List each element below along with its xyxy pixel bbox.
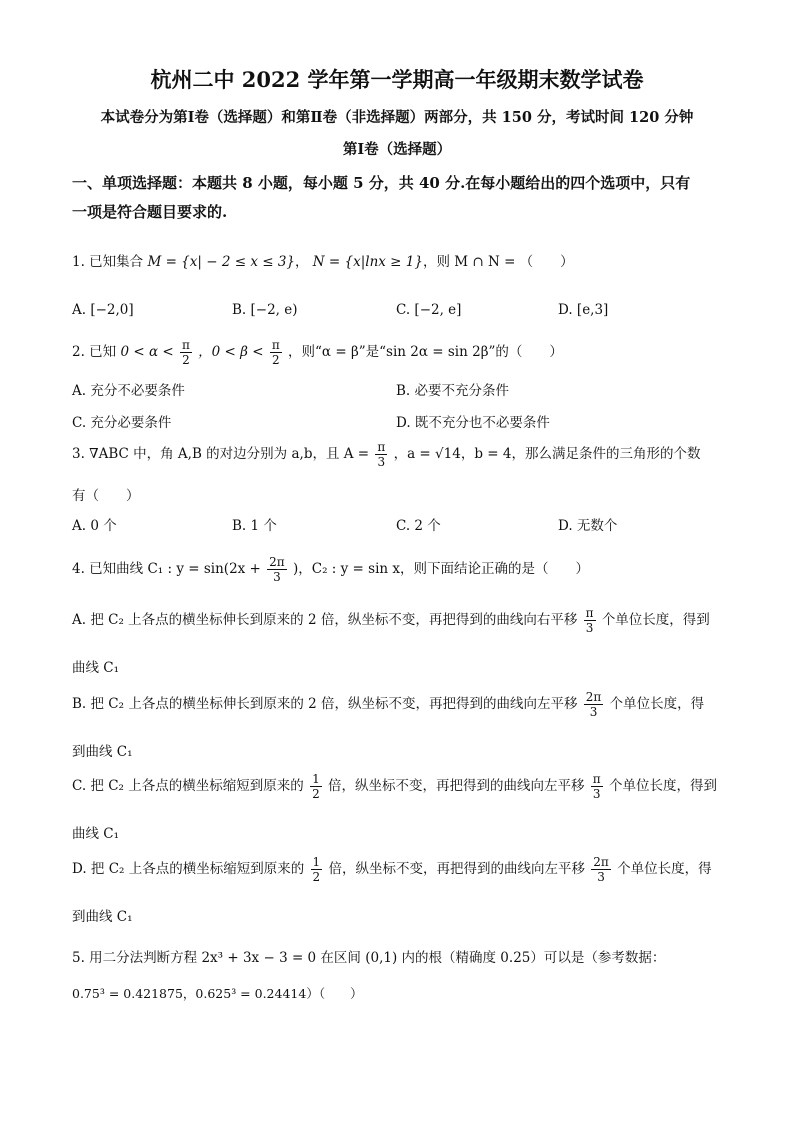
q2-cond-alpha: 0 < α < [120,344,174,360]
q4-d-half: $\frac{1}{2}$ [312,855,321,884]
q4-c-half: $\frac{1}{2}$ [312,772,320,801]
q2-pre: 2. 已知 [72,344,117,360]
q4-option-d-cont: 到曲线 C₁ [72,909,133,925]
q2-option-b: B. 必要不充分条件 [396,383,510,399]
q2-option-c: C. 充分必要条件 [72,415,172,431]
q1-option-a: A. [−2,0] [72,302,134,318]
q3-option-b: B. 1 个 [232,518,277,534]
exam-title: 杭州二中 2022 学年第一学期高一年级期末数学试卷 [150,67,644,92]
q4-c-fraction: $\frac{\pi}{3}$ [592,772,601,801]
q2-cond-beta: ，0 < β < [198,344,264,360]
part-heading: 第Ⅰ卷（选择题） [342,141,452,158]
question-4 [72,555,589,584]
q2-post: ，则“α = β”是“sin 2α = sin 2β”的（ ） [288,344,563,360]
question-3-cont: 有（ ） [72,488,140,504]
q2-fraction-a: $\frac{\pi}{2}$ [181,338,190,367]
q1-sep: ， [295,254,309,270]
q4-post: )，C₂ : y = sin x，则下面结论正确的是（ ） [293,561,590,577]
question-2 [72,338,563,367]
q4-a-fraction: $\frac{\pi}{3}$ [585,606,594,635]
exam-intro: 本试卷分为第Ⅰ卷（选择题）和第Ⅱ卷（非选择题）两部分，共 150 分，考试时间 120 分钟 [100,109,694,126]
q3-pre: 3. ∇ABC 中，角 A,B 的对边分别为 a,b，且 A = [72,446,370,462]
q3-option-d: D. 无数个 [558,518,618,534]
q4-option-d: D. 把 C₂ 上各点的横坐标缩短到原来的 $\frac{1}{2}$ 倍，纵坐标不变，再把得到的曲线向左平移 $\frac{2\pi}{3}$ 个单位长度，得 [72,855,712,884]
q2-option-a: A. 充分不必要条件 [72,383,185,399]
section-heading: 一、单项选择题：本题共 8 小题，每小题 5 分，共 40 分.在每小题给出的四个选项中，只有 [72,174,691,192]
q4-option-b: B. 把 C₂ 上各点的横坐标伸长到原来的 2 倍，纵坐标不变，再把得到的曲线向左平移 $\frac{2\pi}{3}$ 个单位长度，得 [72,690,705,719]
question-5: 5. 用二分法判断方程 2x³ + 3x − 3 = 0 在区间 (0,1) 内的根（精确度 0.25）可以是（参考数据： [72,950,666,966]
q3-fraction: $\frac{\pi}{3}$ [377,440,386,469]
q3-post: ，a = √14，b = 4，那么满足条件的三角形的个数 [393,446,701,462]
q4-option-b-cont: 到曲线 C₁ [72,744,133,760]
q4-pre: 4. 已知曲线 C₁ : y = sin(2x + [72,561,261,577]
q1-option-c: C. [−2, e] [396,302,462,318]
q1-option-b: B. [−2, e) [232,302,298,318]
q4-fraction: $\frac{2\pi}{3}$ [269,555,285,584]
q1-option-d: D. [e,3] [558,302,609,318]
q4-option-c-cont: 曲线 C₁ [72,826,120,842]
question-5-cont: 0.75³ = 0.421875，0.625³ = 0.24414）（ ） [72,986,363,1001]
q1-set-n: N = {x|lnx ≥ 1} [312,254,423,270]
q4-option-a-cont: 曲线 C₁ [72,660,120,676]
q4-option-a: A. 把 C₂ 上各点的横坐标伸长到原来的 2 倍，纵坐标不变，再把得到的曲线向右平移 $\frac{\pi}{3}$ 个单位长度，得到 [72,606,710,635]
question-3 [72,440,700,469]
q2-fraction-b: $\frac{\pi}{2}$ [271,338,280,367]
q1-pre: 1. 已知集合 [72,254,144,270]
q3-option-c: C. 2 个 [396,518,441,534]
q4-option-c: C. 把 C₂ 上各点的横坐标缩短到原来的 $\frac{1}{2}$ 倍，纵坐标不变，再把得到的曲线向左平移 $\frac{\pi}{3}$ 个单位长度，得到 [72,772,717,801]
q2-option-d: D. 既不充分也不必要条件 [396,415,550,431]
question-1 [72,250,574,270]
q1-set-m: M = {x| − 2 ≤ x ≤ 3} [147,254,295,270]
q1-post: ，则 M ∩ N = （ ） [422,254,574,270]
q4-d-fraction: $\frac{2\pi}{3}$ [593,855,609,884]
q3-option-a: A. 0 个 [72,518,117,534]
section-heading-cont: 一项是符合题目要求的. [72,203,228,221]
q4-b-fraction: $\frac{2\pi}{3}$ [585,690,602,719]
